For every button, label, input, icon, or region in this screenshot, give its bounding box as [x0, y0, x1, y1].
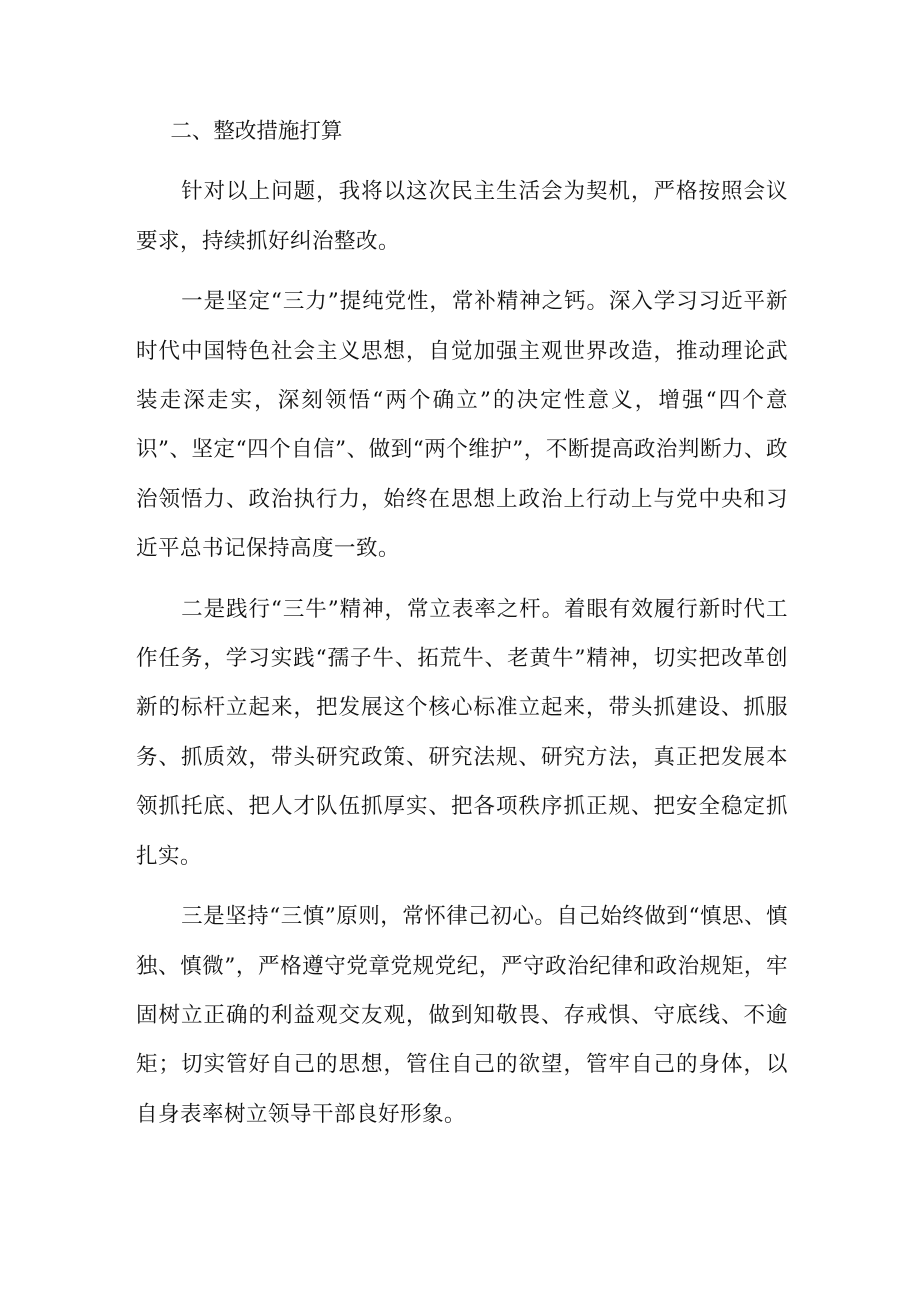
spacer — [136, 574, 788, 585]
paragraph-point-three: 三是坚持“三慎”原则，常怀律己初心。自己始终做到“慎思、慎独、慎微”，严格遵守党章党规党纪，严守政治纪律和政治规矩，牢固树立正确的利益观交友观，做到知敬畏、存戒惧、守底线、不逾矩；切实管好自己的思想，管住自己的欲望，管牢自己的身体，以自身表率树立领导干部良好形象。 — [136, 904, 788, 1127]
section-heading: 二、整改措施打算 — [170, 119, 343, 144]
paragraph-point-one: 一是坚定“三力”提纯党性，常补精神之钙。深入学习习近平新时代中国特色社会主义思想，自觉加强主观世界改造，推动理论武装走深走实，深刻领悟“两个确立”的决定性意义，增强“四个意识”、坚定“四个自信”、做到“两个维护”，不断提高政治判断力、政治领悟力、政治执行力，始终在思想上政治上行动上与党中央和习近平总书记保持高度一致。 — [136, 289, 788, 562]
paragraph-point-two: 二是践行“三牛”精神，常立表率之杆。着眼有效履行新时代工作任务，学习实践“孺子牛、拓荒牛、老黄牛”精神，切实把改革创新的标杆立起来，把发展这个核心标准立起来，带头抓建设、抓服务、抓质效，带头研究政策、研究法规、研究方法，真正把发展本领抓托底、把人才队伍抓厚实、把各项秩序抓正规、把安全稳定抓扎实。 — [136, 596, 788, 869]
spacer — [136, 156, 788, 167]
document-body — [136, 107, 788, 1139]
spacer — [136, 881, 788, 892]
paragraph-intro: 针对以上问题，我将以这次民主生活会为契机，严格按照会议要求，持续抓好纠治整改。 — [136, 179, 788, 254]
spacer — [136, 266, 788, 277]
